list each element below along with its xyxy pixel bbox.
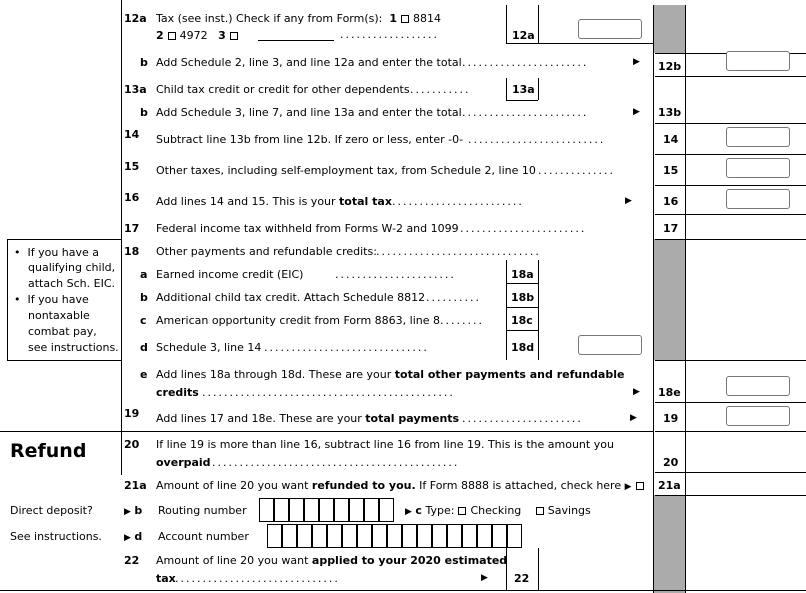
- line-21d-number: ▶ d: [124, 530, 143, 543]
- line-22-text: Amount of line 20 you want applied to your 2020 estimated: [156, 554, 508, 567]
- line-15-text: Other taxes, including self-employment tax, from Schedule 2, line 10: [156, 164, 536, 177]
- box-17-label: 17: [663, 222, 679, 235]
- arrow-icon: ▶: [124, 507, 131, 517]
- digit-cell[interactable]: [297, 524, 312, 548]
- shaded-column-mid: [653, 239, 685, 360]
- line-13a-text: Child tax credit or credit for other dependents: [156, 83, 410, 96]
- savings-checkbox[interactable]: [536, 507, 544, 515]
- box-12b-label: 12b: [658, 60, 682, 73]
- line-21a-text: Amount of line 20 you want refunded to you. If Form 8888 is attached, check here ▶: [156, 479, 648, 492]
- digit-cell[interactable]: [372, 524, 387, 548]
- digit-cell[interactable]: [364, 498, 379, 522]
- line-18b-number: b: [140, 291, 148, 304]
- box-21a-label: 21a: [658, 479, 681, 492]
- refund-heading: Refund: [10, 440, 87, 462]
- box-18a-label: 18a: [511, 268, 534, 281]
- digit-cell[interactable]: [417, 524, 432, 548]
- arrow-icon: ▶: [633, 57, 640, 67]
- box-13b-label: 13b: [658, 106, 682, 119]
- box-15-label: 15: [663, 164, 679, 177]
- shaded-column-bottom: [653, 495, 685, 593]
- line-18e-number: e: [140, 368, 148, 381]
- line-21a-number: 21a: [124, 479, 147, 492]
- form-4972-checkbox[interactable]: [168, 32, 176, 40]
- line-21c: ▶ c Type: Checking Savings: [405, 504, 591, 517]
- digit-cell[interactable]: [274, 498, 289, 522]
- line-16-text: Add lines 14 and 15. This is your total tax: [156, 195, 392, 208]
- line-13a-number: 13a: [124, 83, 147, 96]
- digit-cell[interactable]: [447, 524, 462, 548]
- arrow-icon: ▶: [633, 387, 640, 397]
- line-12b-number: b: [140, 56, 148, 69]
- line-17-text: Federal income tax withheld from Forms W-2 and 1099: [156, 222, 459, 235]
- line-14-input[interactable]: [726, 127, 790, 147]
- line-19-text: Add lines 17 and 18e. These are your total payments: [156, 412, 460, 425]
- sidebox-text-1: • If you have a: [14, 246, 100, 259]
- box-13a-label: 13a: [512, 83, 535, 96]
- account-number-label: Account number: [158, 530, 249, 543]
- digit-cell[interactable]: [402, 524, 417, 548]
- line-12a-input[interactable]: [578, 19, 642, 39]
- arrow-icon: ▶: [481, 573, 488, 583]
- line-18a-text: Earned income credit (EIC): [156, 268, 304, 281]
- digit-cell[interactable]: [312, 524, 327, 548]
- line-20-number: 20: [124, 438, 140, 451]
- line-18c-text: American opportunity credit from Form 8863, line 8: [156, 314, 441, 327]
- digit-cell[interactable]: [379, 498, 394, 522]
- digit-cell[interactable]: [357, 524, 372, 548]
- line-19-input[interactable]: [726, 406, 790, 426]
- digit-cell[interactable]: [282, 524, 297, 548]
- box-18e-label: 18e: [658, 386, 681, 399]
- digit-cell[interactable]: [319, 498, 334, 522]
- checking-checkbox[interactable]: [458, 507, 466, 515]
- box-22-label: 22: [514, 572, 530, 585]
- line-22-text-2: tax: [156, 572, 176, 585]
- digit-cell[interactable]: [267, 524, 282, 548]
- digit-cell[interactable]: [342, 524, 357, 548]
- line-12b-input[interactable]: [726, 51, 790, 71]
- box-12a-label: 12a: [512, 29, 535, 42]
- arrow-icon: ▶: [625, 196, 632, 206]
- form-8888-checkbox[interactable]: [636, 482, 644, 490]
- line-18e-text: Add lines 18a through 18d. These are your total other payments and refundable: [156, 368, 625, 381]
- arrow-icon: ▶: [624, 482, 632, 492]
- form-8814-checkbox[interactable]: [401, 15, 409, 23]
- line-17-number: 17: [124, 222, 140, 235]
- line-18-number: 18: [124, 245, 140, 258]
- line-20-text-2: overpaid: [156, 456, 211, 469]
- line-13b-number: b: [140, 106, 148, 119]
- shaded-column-top: [653, 5, 685, 53]
- digit-cell[interactable]: [492, 524, 507, 548]
- digit-cell[interactable]: [334, 498, 349, 522]
- arrow-icon: ▶: [633, 107, 640, 117]
- arrow-icon: ▶: [630, 413, 637, 423]
- digit-cell[interactable]: [289, 498, 304, 522]
- line-18d-text: Schedule 3, line 14: [156, 341, 262, 354]
- digit-cell[interactable]: [387, 524, 402, 548]
- line-19-number: 19: [124, 407, 140, 420]
- line-22-number: 22: [124, 554, 140, 567]
- digit-cell[interactable]: [259, 498, 274, 522]
- line-12a-number: 12a: [124, 12, 147, 25]
- line-13b-text: Add Schedule 3, line 7, and line 13a and enter the total: [156, 106, 462, 119]
- arrow-icon: ▶: [405, 507, 412, 517]
- line-12a-options: 2 4972 3: [156, 29, 242, 42]
- line-18e-input[interactable]: [726, 376, 790, 396]
- direct-deposit-label: Direct deposit?: [10, 504, 93, 517]
- line-18d-number: d: [140, 341, 148, 354]
- line-20-text: If line 19 is more than line 16, subtract line 16 from line 19. This is the amount you: [156, 438, 614, 451]
- line-18b-text: Additional child tax credit. Attach Schedule 8812: [156, 291, 426, 304]
- digit-cell[interactable]: [304, 498, 319, 522]
- box-18d-label: 18d: [511, 341, 535, 354]
- line-15-input[interactable]: [726, 158, 790, 178]
- digit-cell[interactable]: [462, 524, 477, 548]
- box-14-label: 14: [663, 133, 679, 146]
- digit-cell[interactable]: [507, 524, 522, 548]
- line-18d-input[interactable]: [578, 335, 642, 355]
- digit-cell[interactable]: [432, 524, 447, 548]
- line-18a-number: a: [140, 268, 148, 281]
- line-15-number: 15: [124, 160, 140, 173]
- line-18e-text-2: credits: [156, 386, 199, 399]
- digit-cell[interactable]: [349, 498, 364, 522]
- box-18b-label: 18b: [511, 291, 535, 304]
- line-21b-number: ▶ b: [124, 504, 143, 517]
- line-14-text: Subtract line 13b from line 12b. If zero or less, enter -0-: [156, 133, 464, 146]
- box-16-label: 16: [663, 195, 679, 208]
- line-16-number: 16: [124, 191, 140, 204]
- see-instructions-label: See instructions.: [10, 530, 102, 543]
- line-14-number: 14: [124, 128, 140, 141]
- line-12a-text: Tax (see inst.) Check if any from Form(s): 1 8814: [156, 12, 442, 25]
- box-19-label: 19: [663, 412, 679, 425]
- line-18c-number: c: [140, 314, 147, 327]
- digit-cell[interactable]: [327, 524, 342, 548]
- line-12b-text: Add Schedule 2, line 3, and line 12a and enter the total: [156, 56, 462, 69]
- arrow-icon: ▶: [124, 533, 131, 543]
- box-18c-label: 18c: [511, 314, 533, 327]
- line-18-text: Other payments and refundable credits:: [156, 245, 377, 258]
- line-16-input[interactable]: [726, 189, 790, 209]
- routing-number-label: Routing number: [158, 504, 247, 517]
- sidebox-text-2: • If you have: [14, 293, 89, 306]
- box-20-label: 20: [663, 456, 679, 469]
- form-3-checkbox[interactable]: [230, 32, 238, 40]
- digit-cell[interactable]: [477, 524, 492, 548]
